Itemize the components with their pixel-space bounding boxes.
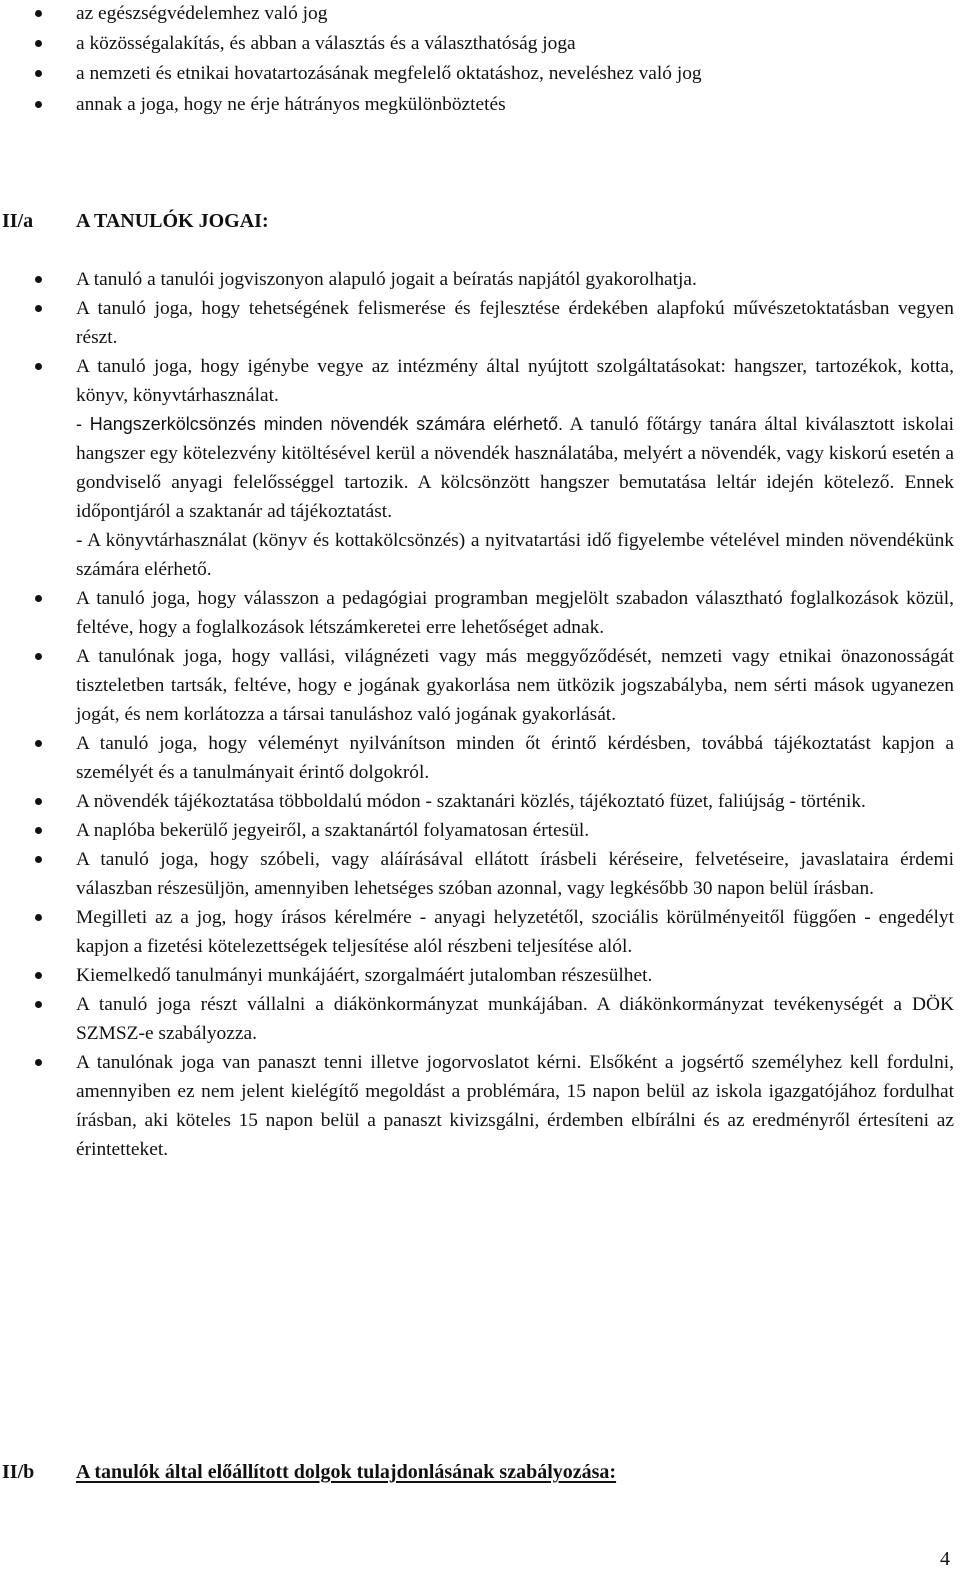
section-number: II/a (2, 210, 34, 232)
list-item (0, 584, 960, 642)
list-item-text: A tanuló joga részt vállalni a diákönkormányzat munkájában. A diákönkormányzat tevékenységét a DÖK SZMSZ-e szabályozza. (76, 994, 954, 1044)
bullet-icon (35, 914, 42, 921)
list-item-text: a közösségalakítás, és abban a választás és a választhatóság joga (76, 33, 576, 54)
list-item-text: A tanuló joga, hogy szóbeli, vagy aláírásával ellátott írásbeli kéréseire, felvetéseire, javaslataira érdemi válaszban részesüljön, amennyiben lehetséges szóban azonnal, vagy legkésőbb 30 napon belül írásban. (76, 849, 954, 899)
section-title: A tanulók által előállított dolgok tulajdonlásának szabályozása: (76, 1461, 617, 1483)
list-item (0, 845, 960, 903)
bullet-icon (35, 972, 42, 979)
list-item-text: A tanulónak joga van panaszt tenni illetve jogorvoslatot kérni. Elsőként a jogsértő személyhez kell fordulni, amennyiben ez nem jelent kielégítő megoldást a problémára, 15 napon belül az iskola igazgatójához fordulhat írásban, aki köteles 15 napon belül a panaszt kivizsgálni, érdemben elbírálni és az eredményről értesíteni az érintetteket. (76, 1052, 954, 1160)
bullet-icon (35, 1059, 42, 1066)
bullet-icon (35, 740, 42, 747)
section-title: A TANULÓK JOGAI: (76, 210, 269, 232)
page-number: 4 (940, 1548, 950, 1570)
list-item (0, 352, 960, 584)
list-item-text: A tanuló joga, hogy véleményt nyilvánítson minden őt érintő kérdésben, továbbá tájékoztatást kapjon a személyét és a tanulmányait érintő dolgokról. (76, 733, 954, 783)
list-item-text: A tanuló joga, hogy válasszon a pedagógiai programban megjelölt szabadon választható foglalkozások közül, feltéve, hogy a foglalkozások létszámkeretei erre lehetőséget adnak. (76, 588, 954, 638)
rights-list (0, 265, 960, 1164)
list-item (0, 1048, 960, 1164)
list-item-text: A tanuló joga, hogy igénybe vegye az intézmény által nyújtott szolgáltatásokat: hangszer, tartozékok, kotta, könyv, könyvtárhasználat. (76, 356, 954, 406)
list-item (0, 642, 960, 729)
list-item (0, 729, 960, 787)
list-item-text: Megilleti az a jog, hogy írásos kérelmére - anyagi helyzetétől, szociális körülményeitől függően - engedélyt kapjon a fizetési kötelezettségek teljesítése alól részbeni teljesítése alól. (76, 907, 954, 957)
section-heading-a (0, 207, 960, 237)
section-heading-b (0, 1458, 960, 1488)
rental-terms: A tanuló főtárgy tanára által kiválasztott iskolai hangszer egy kötelezvény kitöltésével kerül a növendék használatába, melyért a növendék, vagy kiskorú esetén a gondviselő anyagi felelősséggel tartozik. A kölcsönzött hangszer bemutatása leltár idején kötelező. Ennek időpontjáról a szaktanár ad tájékoztatást. (76, 414, 954, 522)
list-item (0, 265, 960, 294)
list-item-text: A naplóba bekerülő jegyeiről, a szaktanártól folyamatosan értesül. (76, 820, 590, 841)
list-item-text: A tanulónak joga, hogy vallási, világnézeti vagy más meggyőződését, nemzeti vagy etnikai önazonosságát tiszteletben tartsák, feltéve, hogy e jogának gyakorlása nem ütközik jogszabályba, nem sérti mások ugyanezen jogát, és nem korlátozza a társai tanuláshoz való jogának gyakorlását. (76, 646, 954, 725)
list-item (0, 29, 960, 59)
bullet-icon (35, 101, 42, 108)
bullet-icon (35, 595, 42, 602)
bullet-icon (35, 40, 42, 47)
list-item-text: annak a joga, hogy ne érje hátrányos megkülönböztetés (76, 94, 506, 115)
rental-availability: - Hangszerkölcsönzés minden növendék számára elérhető. (76, 414, 563, 434)
list-item (0, 787, 960, 816)
list-item-text: A növendék tájékoztatása többoldalú módon - szaktanári közlés, tájékoztató füzet, faliújság - történik. (76, 791, 866, 812)
bullet-icon (35, 798, 42, 805)
intro-list (0, 0, 960, 120)
library-paragraph: - A könyvtárhasználat (könyv és kottakölcsönzés) a nyitvatartási idő figyelembe vételével minden növendékünk számára elérhető. (76, 530, 954, 580)
bullet-icon (35, 653, 42, 660)
bullet-icon (35, 1001, 42, 1008)
bullet-icon (35, 305, 42, 312)
bullet-icon (35, 363, 42, 370)
list-item (0, 90, 960, 120)
bullet-icon (35, 70, 42, 77)
list-item (0, 990, 960, 1048)
list-item-text: A tanuló joga, hogy tehetségének felismerése és fejlesztése érdekében alapfokú művészetoktatásban vegyen részt. (76, 298, 954, 348)
list-item (0, 816, 960, 845)
bullet-icon (35, 856, 42, 863)
list-item (0, 294, 960, 352)
list-item (0, 903, 960, 961)
rental-paragraph (76, 410, 954, 526)
list-item-text: Kiemelkedő tanulmányi munkájáért, szorgalmáért jutalomban részesülhet. (76, 965, 653, 986)
list-item-text: A tanuló a tanulói jogviszonyon alapuló jogait a beíratás napjától gyakorolhatja. (76, 269, 697, 290)
bullet-icon (35, 276, 42, 283)
section-number: II/b (2, 1461, 35, 1483)
list-item (0, 59, 960, 90)
list-item (0, 961, 960, 990)
bullet-icon (35, 10, 42, 17)
list-item (0, 0, 960, 29)
list-item-text: a nemzeti és etnikai hovatartozásának megfelelő oktatáshoz, neveléshez való jog (76, 63, 702, 84)
list-item-text: az egészségvédelemhez való jog (76, 3, 328, 24)
bullet-icon (35, 827, 42, 834)
